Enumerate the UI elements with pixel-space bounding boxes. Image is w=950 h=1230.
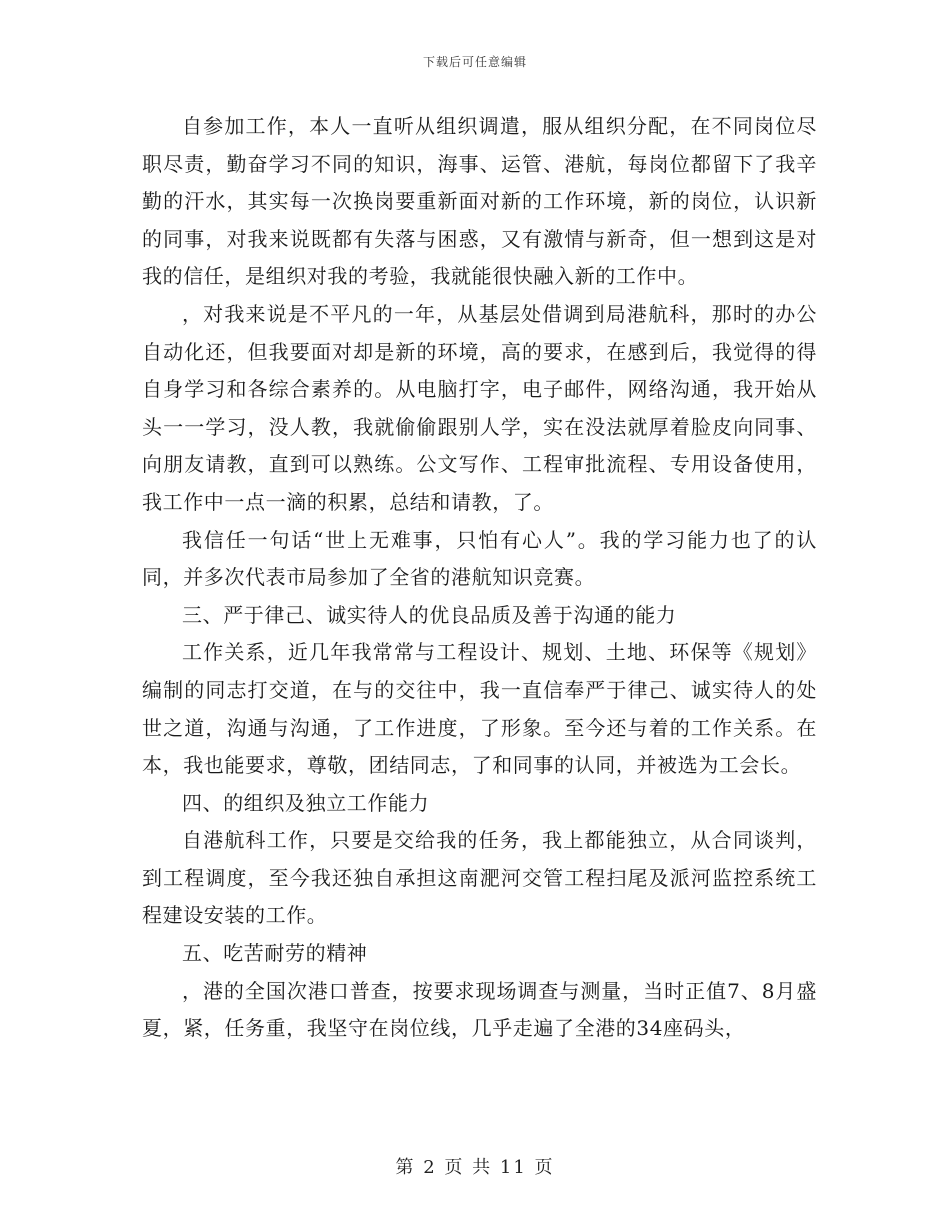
paragraph: 自港航科工作，只要是交给我的任务，我上都能独立，从合同谈判，到工程调度，至今我还独自承担这南淝河交管工程扫尾及派河监控系统工程建设安装的工作。 — [142, 828, 817, 928]
document-body — [142, 108, 817, 1048]
footer-label-ye: 页 — [444, 1157, 465, 1178]
header-note: 下载后可任意编辑 — [422, 55, 527, 69]
section-heading: 四、的组织及独立工作能力 — [182, 790, 430, 815]
paragraph: ，对我来说是不平凡的一年，从基层处借调到局港航科，那时的办公自动化还，但我要面对却是新的环境，高的要求，在感到后，我觉得的得自身学习和各综合素养的。从电脑打字，电子邮件，网络沟通，我开始从头一一学习，没人教，我就偷偷跟别人学，实在没法就厚着脸皮向同事、向朋友请教，直到可以熟练。公文写作、工程审批流程、专用设备使用，我工作中一点一滴的积累，总结和请教，了。 — [142, 301, 817, 514]
paragraph: 我信任一句话“世上无难事，只怕有心人”。我的学习能力也了的认同，并多次代表市局参加了全省的港航知识竞赛。 — [142, 527, 817, 590]
footer-total-pages: 11 — [499, 1157, 527, 1178]
paragraph: ，港的全国次港口普查，按要求现场调查与测量，当时正值7、8月盛夏，紧，任务重，我坚守在岗位线，几乎走遍了全港的34座码头， — [142, 978, 817, 1041]
footer-current-page: 2 — [423, 1157, 437, 1178]
page-footer — [0, 1153, 950, 1179]
footer-label-page: 第 — [395, 1157, 416, 1178]
section-heading: 五、吃苦耐劳的精神 — [182, 941, 368, 966]
paragraph: 自参加工作，本人一直听从组织调遣，服从组织分配，在不同岗位尽职尽责，勤奋学习不同的知识，海事、运管、港航，每岗位都留下了我辛勤的汗水，其实每一次换岗要重新面对新的工作环境，新的岗位，认识新的同事，对我来说既都有失落与困惑，又有激情与新奇，但一想到这是对我的信任，是组织对我的考验，我就能很快融入新的工作中。 — [142, 114, 817, 289]
footer-label-ye2: 页 — [534, 1157, 555, 1178]
footer-label-total: 共 — [472, 1157, 493, 1178]
section-heading: 三、严于律己、诚实待人的优良品质及善于沟通的能力 — [182, 602, 677, 627]
paragraph: 工作关系，近几年我常常与工程设计、规划、土地、环保等《规划》编制的同志打交道，在与的交往中，我一直信奉严于律己、诚实待人的处世之道，沟通与沟通，了工作进度，了形象。至今还与着的工作关系。在本，我也能要求，尊敬，团结同志，了和同事的认同，并被选为工会长。 — [142, 640, 817, 778]
